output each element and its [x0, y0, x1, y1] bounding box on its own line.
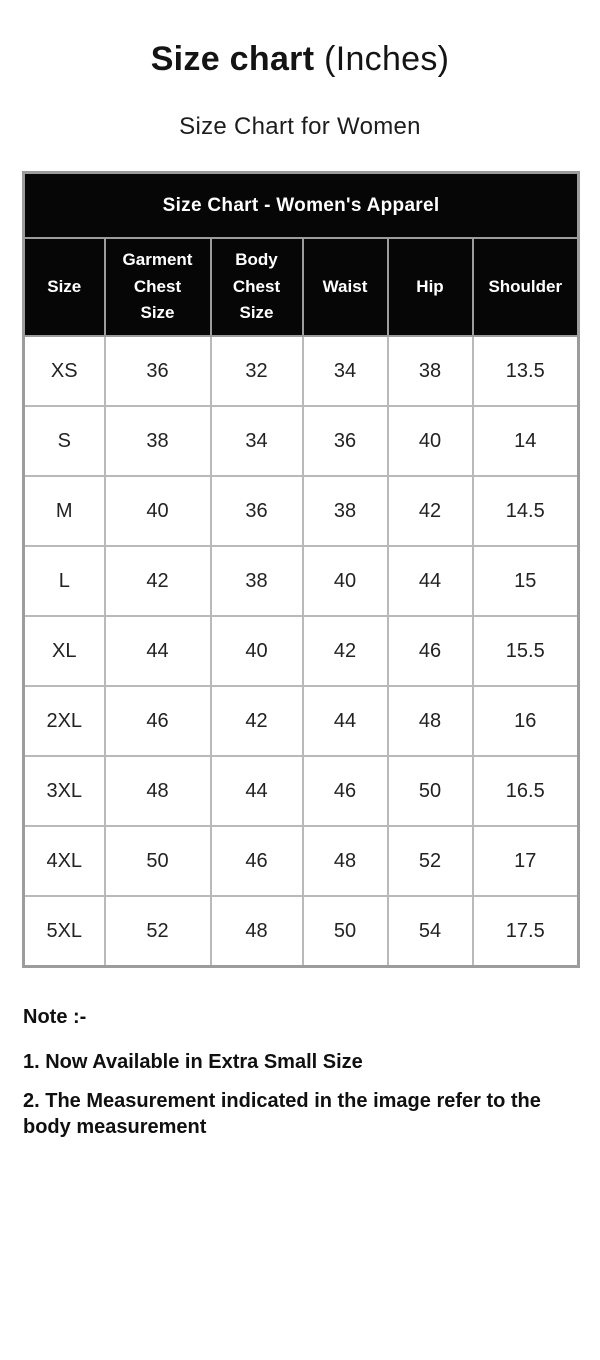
table-cell: 36	[105, 336, 211, 406]
note-item-2: 2. The Measurement indicated in the image refer to the body measurement	[23, 1090, 541, 1138]
table-cell: 50	[303, 896, 388, 967]
column-header-shoulder: Shoulder	[473, 238, 579, 336]
row-size-label: M	[24, 476, 105, 546]
table-cell: 17.5	[473, 896, 579, 967]
table-cell: 52	[105, 896, 211, 967]
table-row-4xl	[24, 826, 579, 896]
table-cell: 38	[211, 546, 303, 616]
notes-section	[23, 1006, 558, 1140]
row-size-label: 4XL	[24, 826, 105, 896]
column-header-garment-chest-size: Garment Chest Size	[105, 238, 211, 336]
table-cell: 48	[105, 756, 211, 826]
table-cell: 38	[105, 406, 211, 476]
table-cell: 40	[211, 616, 303, 686]
table-cell: 38	[388, 336, 473, 406]
row-size-label: XS	[24, 336, 105, 406]
table-cell: 44	[303, 686, 388, 756]
table-cell: 46	[388, 616, 473, 686]
table-row-2xl	[24, 686, 579, 756]
table-cell: 44	[388, 546, 473, 616]
row-size-label: S	[24, 406, 105, 476]
table-banner: Size Chart - Women's Apparel	[24, 173, 579, 239]
table-row-xs	[24, 336, 579, 406]
table-cell: 44	[211, 756, 303, 826]
table-cell: 42	[303, 616, 388, 686]
table-row-s	[24, 406, 579, 476]
page-title-units: (Inches)	[314, 40, 450, 78]
size-chart-table	[22, 171, 580, 968]
table-cell: 46	[211, 826, 303, 896]
table-cell: 34	[211, 406, 303, 476]
table-cell: 14.5	[473, 476, 579, 546]
row-size-label: 5XL	[24, 896, 105, 967]
column-header-size: Size	[24, 238, 105, 336]
row-size-label: L	[24, 546, 105, 616]
table-banner-row	[24, 173, 579, 239]
table-cell: 14	[473, 406, 579, 476]
table-cell: 15	[473, 546, 579, 616]
table-cell: 46	[105, 686, 211, 756]
table-cell: 36	[211, 476, 303, 546]
table-cell: 34	[303, 336, 388, 406]
table-row-xl	[24, 616, 579, 686]
page-subtitle: Size Chart for Women	[179, 113, 421, 140]
table-cell: 40	[303, 546, 388, 616]
table-cell: 42	[388, 476, 473, 546]
table-cell: 48	[388, 686, 473, 756]
table-cell: 50	[388, 756, 473, 826]
table-cell: 40	[105, 476, 211, 546]
column-header-hip: Hip	[388, 238, 473, 336]
table-cell: 38	[303, 476, 388, 546]
table-cell: 48	[211, 896, 303, 967]
table-header-row	[24, 238, 579, 336]
row-size-label: 3XL	[24, 756, 105, 826]
table-cell: 16.5	[473, 756, 579, 826]
note-item-1: 1. Now Available in Extra Small Size	[23, 1051, 363, 1073]
table-row-5xl	[24, 896, 579, 967]
page-title-main: Size chart	[150, 40, 315, 78]
table-cell: 32	[211, 336, 303, 406]
page-title	[0, 40, 600, 79]
table-cell: 36	[303, 406, 388, 476]
table-cell: 17	[473, 826, 579, 896]
table-cell: 42	[211, 686, 303, 756]
table-cell: 48	[303, 826, 388, 896]
table-cell: 52	[388, 826, 473, 896]
table-cell: 54	[388, 896, 473, 967]
column-header-waist: Waist	[303, 238, 388, 336]
table-cell: 13.5	[473, 336, 579, 406]
table-row-l	[24, 546, 579, 616]
table-row-3xl	[24, 756, 579, 826]
table-cell: 15.5	[473, 616, 579, 686]
column-header-body-chest-size: Body Chest Size	[211, 238, 303, 336]
row-size-label: 2XL	[24, 686, 105, 756]
row-size-label: XL	[24, 616, 105, 686]
table-cell: 46	[303, 756, 388, 826]
table-cell: 40	[388, 406, 473, 476]
table-cell: 44	[105, 616, 211, 686]
table-row-m	[24, 476, 579, 546]
notes-heading: Note :-	[23, 1006, 87, 1028]
table-cell: 16	[473, 686, 579, 756]
table-cell: 42	[105, 546, 211, 616]
table-cell: 50	[105, 826, 211, 896]
